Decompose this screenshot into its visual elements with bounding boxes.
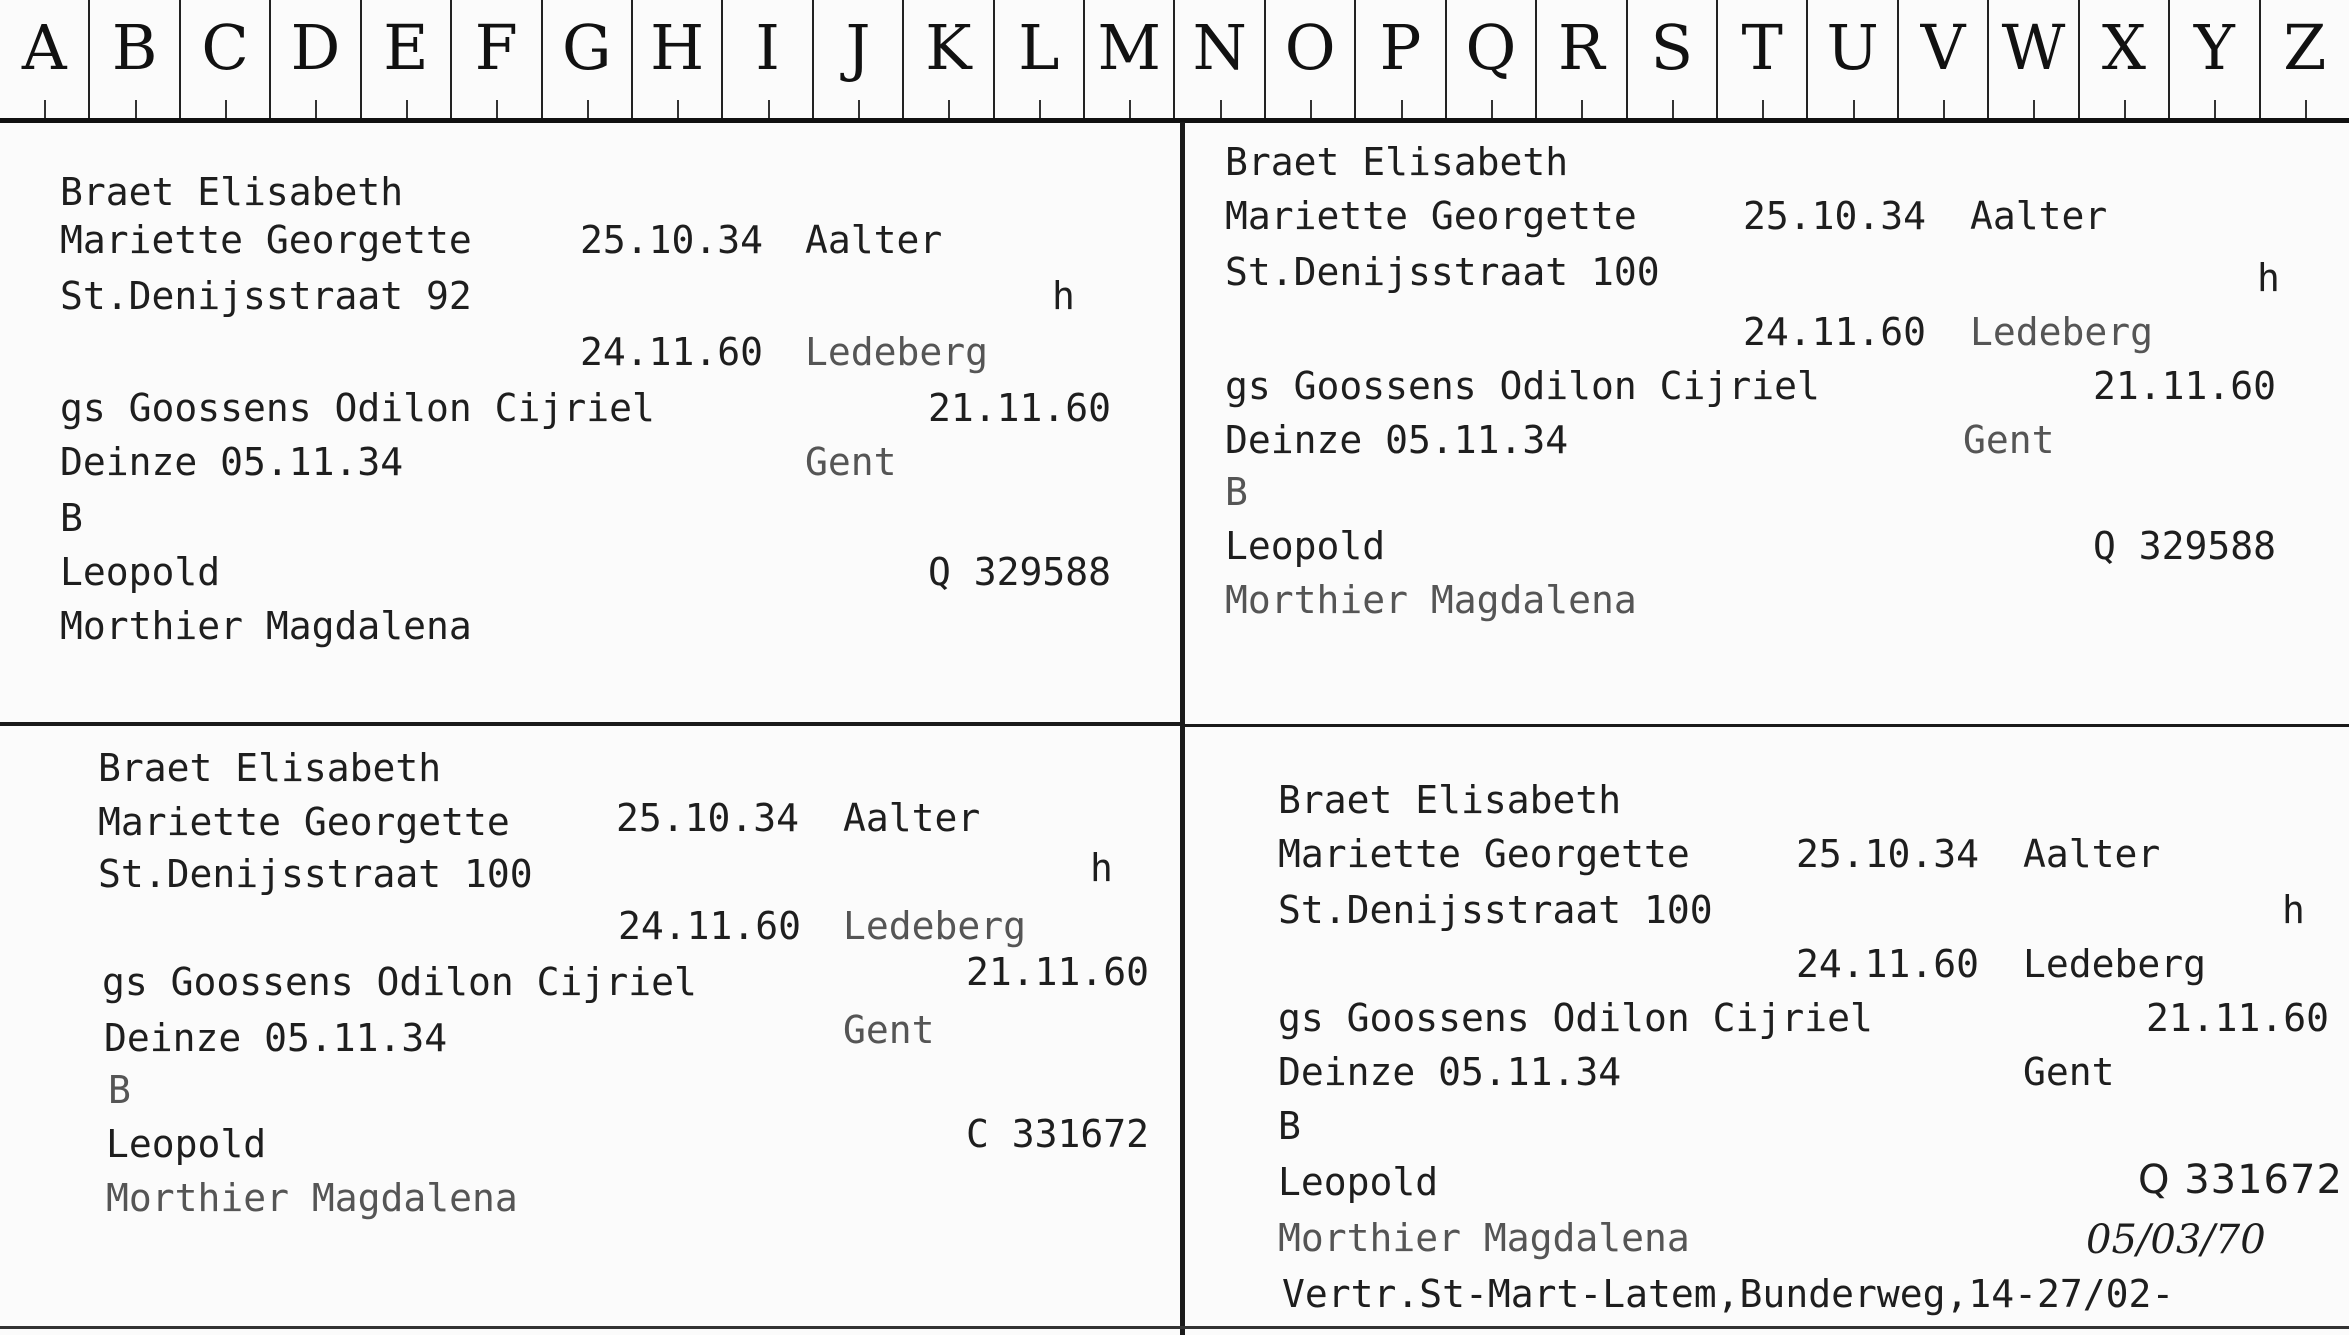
card-reference: Q 331672 [2138, 1157, 2343, 1203]
card-birth-date: 25.10.34 [1796, 832, 1980, 876]
card-reference: Q 329588 [2093, 524, 2277, 568]
card-birth-place: Aalter [805, 218, 943, 262]
index-letter: A [21, 11, 67, 84]
card-marriage-place: Ledeberg [1970, 310, 2154, 354]
card-spouse-birth: Deinze 05.11.34 [60, 440, 404, 484]
card-birth-place: Aalter [843, 796, 981, 840]
alphabet-index-header [0, 0, 2349, 122]
card-marriage-date: 24.11.60 [580, 330, 764, 374]
card-address: St.Denijsstraat 100 [1278, 888, 1713, 932]
index-letter-cell [1899, 0, 1989, 122]
card-spouse: gs Goossens Odilon Cijriel [102, 960, 697, 1004]
index-letter-cell [723, 0, 813, 122]
index-letter: G [561, 11, 612, 84]
index-letter-cell [1447, 0, 1537, 122]
index-letter-cell [2170, 0, 2260, 122]
index-letter-cell [1989, 0, 2079, 122]
card-registry-place: Gent [805, 440, 897, 484]
card-name: Braet Elisabeth [60, 170, 404, 214]
index-letter: W [2001, 11, 2066, 84]
card-sex: h [2282, 888, 2305, 932]
card-sex: h [1090, 846, 1113, 890]
card-spouse-date: 21.11.60 [928, 386, 1112, 430]
card-spouse-birth: Deinze 05.11.34 [1225, 418, 1569, 462]
index-letter: U [1826, 11, 1879, 84]
index-letter: N [1192, 11, 1247, 84]
card-marriage-date: 24.11.60 [1743, 310, 1927, 354]
index-letter: B [111, 11, 158, 84]
index-letter-cell [1537, 0, 1627, 122]
card-given-names: Mariette Georgette [98, 800, 510, 844]
card-birth-place: Aalter [1970, 194, 2108, 238]
index-letter-cell [633, 0, 723, 122]
index-letter: R [1558, 11, 1605, 84]
card-spouse: gs Goossens Odilon Cijriel [1278, 996, 1873, 1040]
card-birth-date: 25.10.34 [1743, 194, 1927, 238]
card-reference: C 331672 [966, 1112, 1150, 1156]
index-letter-cell [1266, 0, 1356, 122]
card-divider-vertical [1180, 122, 1185, 1335]
card-address: St.Denijsstraat 92 [60, 274, 472, 318]
index-letter-cell [1808, 0, 1898, 122]
index-letter-cell [1628, 0, 1718, 122]
card-category: B [1278, 1104, 1301, 1148]
card-name: Braet Elisabeth [1278, 778, 1622, 822]
card-registry-place: Gent [2023, 1050, 2115, 1094]
card-marriage-place: Ledeberg [805, 330, 989, 374]
card-spouse-date: 21.11.60 [2146, 996, 2330, 1040]
card-spouse-date: 21.11.60 [966, 950, 1150, 994]
card-category: B [60, 496, 83, 540]
card-mother: Morthier Magdalena [1278, 1216, 1690, 1260]
card-marriage-place: Ledeberg [843, 904, 1027, 948]
card-registry-place: Gent [1963, 418, 2055, 462]
card-given-names: Mariette Georgette [60, 218, 472, 262]
index-letter: M [1097, 11, 1162, 84]
card-mother: Morthier Magdalena [1225, 578, 1637, 622]
index-letter-cell [362, 0, 452, 122]
index-letter-cell [90, 0, 180, 122]
card-address: St.Denijsstraat 100 [98, 852, 533, 896]
card-departure-note: Vertr.St-Mart-Latem,Bunderweg,14-27/02- [1282, 1272, 2175, 1316]
card-spouse-birth: Deinze 05.11.34 [1278, 1050, 1622, 1094]
card-marriage-date: 24.11.60 [618, 904, 802, 948]
index-letter-cell [1085, 0, 1175, 122]
card-registry-place: Gent [843, 1008, 935, 1052]
card-name: Braet Elisabeth [1225, 140, 1569, 184]
index-letter: X [2101, 11, 2146, 84]
index-letter: L [1018, 11, 1060, 84]
index-letter-cell [1356, 0, 1446, 122]
card-spouse-birth: Deinze 05.11.34 [104, 1016, 448, 1060]
card-name: Braet Elisabeth [98, 746, 442, 790]
card-mother: Morthier Magdalena [106, 1176, 518, 1220]
index-letter: S [1650, 11, 1694, 84]
index-letter: T [1741, 11, 1783, 84]
card-divider-horizontal-left [0, 722, 1180, 726]
index-letter-cell [0, 0, 90, 122]
index-letter: Z [2283, 11, 2327, 84]
index-letter-cell [995, 0, 1085, 122]
header-rule [0, 118, 2349, 123]
card-spouse-date: 21.11.60 [2093, 364, 2277, 408]
index-letter: J [845, 11, 871, 84]
card-father: Leopold [106, 1122, 267, 1166]
card-handwritten-date: 05/03/70 [2086, 1217, 2266, 1263]
card-mother: Morthier Magdalena [60, 604, 472, 648]
index-letter: H [650, 11, 705, 84]
index-letter-cell [271, 0, 361, 122]
index-letter: V [1920, 11, 1966, 84]
bottom-rule [0, 1326, 2349, 1329]
index-letter-cell [452, 0, 542, 122]
index-letter: D [290, 11, 341, 84]
index-letter-cell [2080, 0, 2170, 122]
card-spouse: gs Goossens Odilon Cijriel [60, 386, 655, 430]
index-letter: K [925, 11, 972, 84]
index-letter: O [1284, 11, 1336, 84]
card-category: B [108, 1068, 131, 1112]
index-letter: C [201, 11, 249, 84]
index-letter: P [1379, 11, 1422, 84]
index-letter-cell [1718, 0, 1808, 122]
card-sex: h [1052, 274, 1075, 318]
card-given-names: Mariette Georgette [1225, 194, 1637, 238]
card-birth-place: Aalter [2023, 832, 2161, 876]
card-spouse: gs Goossens Odilon Cijriel [1225, 364, 1820, 408]
card-reference: Q 329588 [928, 550, 1112, 594]
index-letter: Q [1465, 11, 1517, 84]
card-divider-horizontal-right [1185, 724, 2349, 727]
card-father: Leopold [60, 550, 221, 594]
index-letter-cell [181, 0, 271, 122]
card-father: Leopold [1278, 1160, 1439, 1204]
index-letter-cell [2261, 0, 2349, 122]
card-marriage-date: 24.11.60 [1796, 942, 1980, 986]
card-category: B [1225, 470, 1248, 514]
card-birth-date: 25.10.34 [616, 796, 800, 840]
index-letter: Y [2193, 11, 2235, 84]
index-letter-cell [543, 0, 633, 122]
card-father: Leopold [1225, 524, 1386, 568]
index-letter: I [755, 11, 780, 84]
index-letter: F [474, 11, 518, 84]
card-sex: h [2257, 256, 2280, 300]
index-letter: E [383, 11, 429, 84]
card-marriage-place: Ledeberg [2023, 942, 2207, 986]
index-letter-cell [1175, 0, 1265, 122]
card-given-names: Mariette Georgette [1278, 832, 1690, 876]
index-letter-cell [814, 0, 904, 122]
index-letter-cell [904, 0, 994, 122]
card-address: St.Denijsstraat 100 [1225, 250, 1660, 294]
card-birth-date: 25.10.34 [580, 218, 764, 262]
